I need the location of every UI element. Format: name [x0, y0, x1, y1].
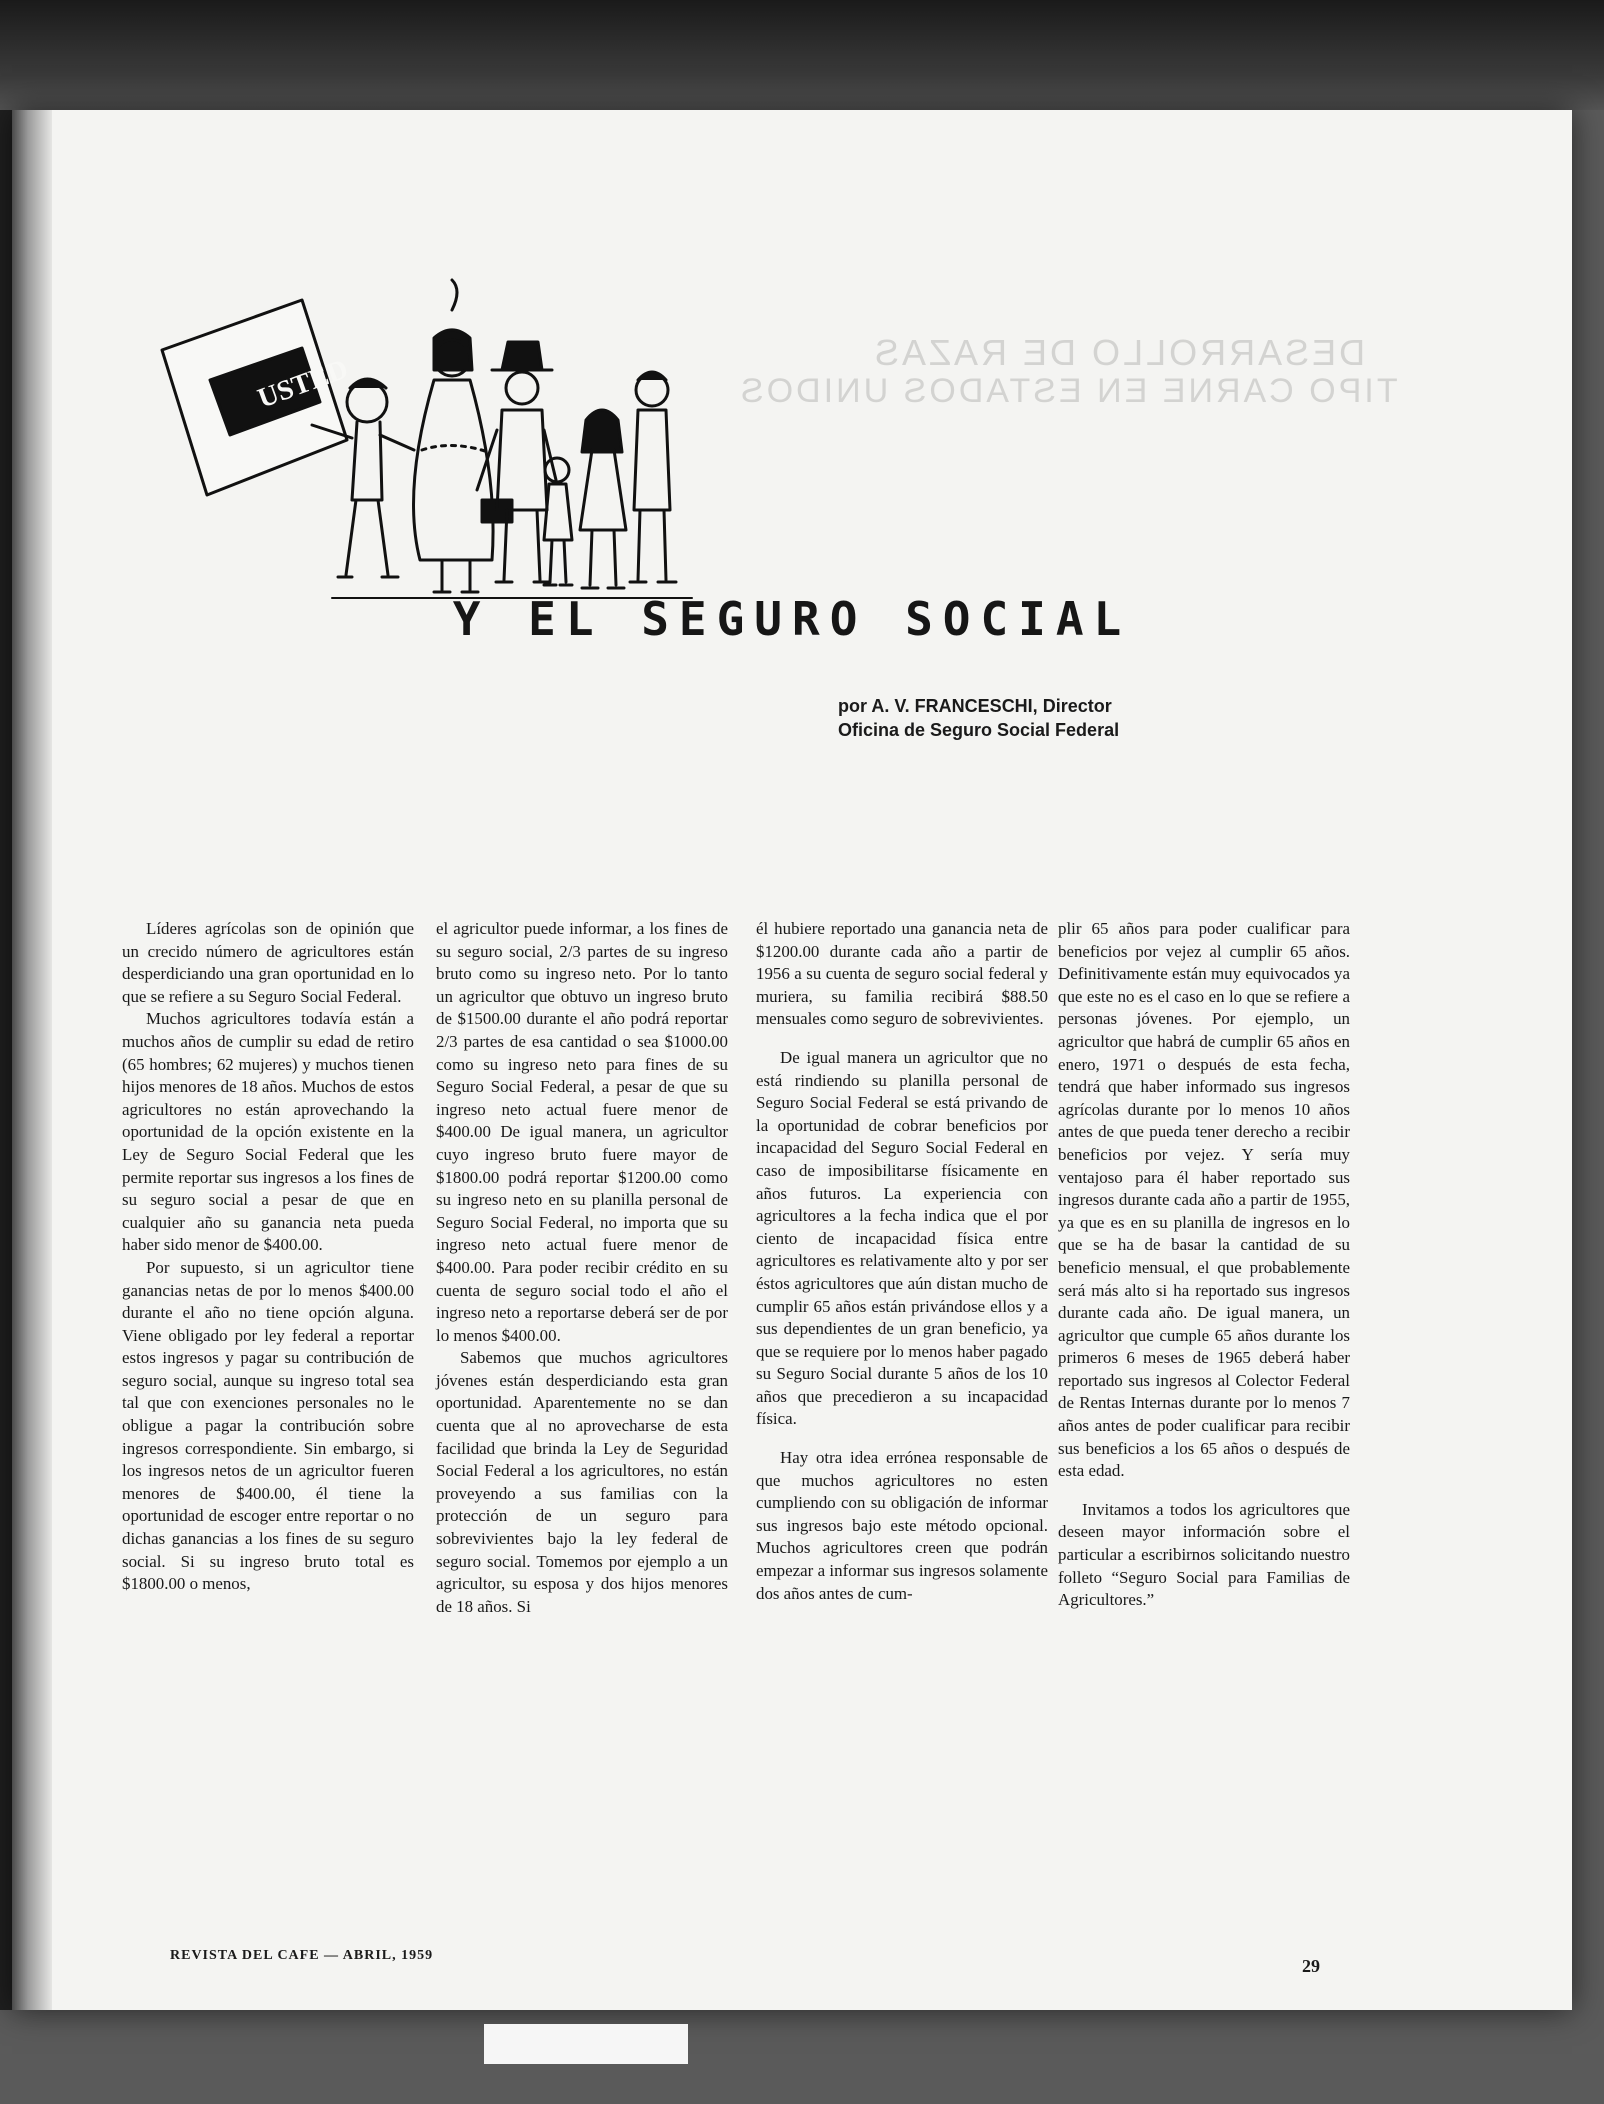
page-number: 29	[1302, 1956, 1320, 1976]
binding-gutter-shadow	[12, 110, 52, 2010]
paragraph: Sabemos que muchos agricultores jóvenes están desperdiciando esta gran oportunidad. Aparentemente no se dan cuenta que al no aprovecharse de esta facilidad que brinda la Ley de Seguridad Social Federal a los agricultores, no están proveyendo a sus familias con la protección de un seguro para sobrevivientes bajo la ley federal de seguro social. Tomemos por ejemplo a un agricultor, su esposa y dos hijos menores de 18 años. Si	[436, 1348, 728, 1616]
show-through-text-1: DESARROLLO DE RAZAS	[872, 332, 1366, 373]
illustration-sign-text: USTED	[253, 353, 353, 415]
scan-left-border	[0, 110, 12, 2010]
paragraph: él hubiere reportado una ganancia neta de $1200.00 durante cada año a partir de 1956 a su cuenta de seguro social federal y muriera, su familia recibirá $88.50 mensuales como seguro de sobrevivientes.	[756, 919, 1048, 1029]
paragraph: Líderes agrícolas son de opinión que un crecido número de agricultores están desperdiciando una gran oportunidad en lo que se refiere a su Seguro Social Federal.	[122, 919, 414, 1006]
article-column-2	[436, 918, 728, 1618]
byline	[838, 694, 1378, 742]
paragraph: Hay otra idea errónea responsable de que muchos agricultores no esten cumpliendo con su obligación de informar sus ingresos bajo este método opcional. Muchos agricultores creen que podrán empezar a informar sus ingresos solamente dos años antes de cum-	[756, 1448, 1048, 1603]
scan-label-patch	[484, 2024, 688, 2064]
cartoon-family-illustration	[152, 230, 712, 630]
byline-author: por A. V. FRANCESCHI, Director	[838, 696, 1112, 716]
show-through-text-2: TIPO CARNE EN ESTADOS UNIDOS	[738, 372, 1398, 410]
paragraph: el agricultor puede informar, a los fines de su seguro social, 2/3 partes de su ingreso bruto como su ingreso neto. Por lo tanto un agricultor que obtuvo un ingreso bruto de $1500.00 durante el año podrá reportar 2/3 partes de esa cantidad o sea $1000.00 como su ingreso neto para fines de su Seguro Social Federal, a pesar de que su ingreso neto actual fuere menor de $400.00 De igual manera, un agricultor cuyo ingreso bruto fuere mayor de $1800.00 podrá reportar $1200.00 como su ingreso neto en su planilla personal de Seguro Social Federal, no importa que su ingreso neto actual fuere menor de $400.00. Para poder recibir crédito en su cuenta de seguro social todo el año el ingreso neto a reportarse deberá ser de por lo menos $400.00.	[436, 919, 728, 1345]
paragraph: Muchos agricultores todavía están a muchos años de cumplir su edad de retiro (65 hombres; 62 mujeres) y muchos tienen hijos menores de 18 años. Muchos de estos agricultores no están aprovechando la oportunidad de la opción existente en la Ley de Seguro Social Federal que les permite reportar sus ingresos a los fines de su seguro social a pesar de que en cualquier año su ganancia neta pueda haber sido menor de $400.00.	[122, 1009, 414, 1255]
magazine-page	[12, 110, 1572, 2010]
paragraph: Por supuesto, si un agricultor tiene ganancias netas de por lo menos $400.00 durante el año no tiene opción alguna. Viene obligado por ley federal a reportar estos ingresos y pagar su contribución de seguro social, aunque su ingreso total sea tal que con exenciones personales no le obligue a pagar la contribución sobre ingresos correspondiente. Sin embargo, si los ingresos netos de un agricultor fueren menores de $400.00, él tiene la oportunidad de escoger entre reportar o no dichas ganancias a los fines de su seguro social. Si su ingreso bruto total es $1800.00 o menos,	[122, 1257, 414, 1594]
article-title: Y EL SEGURO SOCIAL	[452, 592, 1132, 646]
scan-dark-border	[0, 0, 1604, 110]
byline-office: Oficina de Seguro Social Federal	[838, 720, 1120, 740]
paragraph: Invitamos a todos los agricultores que deseen mayor información sobre el particular a escribirnos solicitando nuestro folleto “Seguro Social para Familias de Agricultores.”	[1058, 1499, 1350, 1610]
article-column-3	[756, 918, 1048, 1605]
article-column-1	[122, 918, 414, 1596]
article-column-4	[1058, 918, 1350, 1612]
paragraph: plir 65 años para poder cualificar para beneficios por vejez al cumplir 65 años. Definitivamente están muy equivocados ya que este no es el caso en lo que se refiere a personas jóvenes. Por ejemplo, un agricultor que habrá de cumplir 65 años en enero, 1971 o después de esta fecha, tendrá que haber informado sus ingresos agrícolas durante por lo menos 10 años antes de que pueda tener derecho a recibir beneficios por vejez. Y sería muy ventajoso para él haber reportado sus ingresos durante cada año a partir de 1955, ya que es en su planilla de ingresos en lo que se ha de basar la cantidad de su beneficio mensual, el que probablemente será más alto si ha reportado sus ingresos durante cada año. De igual manera, un agricultor que cumple 65 años durante los primeros 6 meses de 1965 deberá haber reportado sus ingresos al Colector Federal de Rentas Internas durante por lo menos 7 años antes de poder cualificar para recibir sus beneficios a los 65 años o después de esta edad.	[1058, 919, 1350, 1481]
publication-footer: REVISTA DEL CAFE — ABRIL, 1959	[170, 1948, 434, 1963]
paragraph: De igual manera un agricultor que no está rindiendo su planilla personal de Seguro Social Federal se está privando de la oportunidad de cobrar beneficios por incapacidad del Seguro Social Federal en caso de imposibilitarse físicamente en años futuros. La experiencia con agricultores a la fecha indica que el por ciento de incapacidad física entre agricultores es relativamente alto y por ser éstos agricultores que aún distan mucho de cumplir 65 años están privándose ellos y a sus dependientes de un gran beneficio, ya que se requiere por lo menos haber pagado su Seguro Social durante 5 años de los 10 años que precedieron a su incapacidad física.	[756, 1047, 1048, 1429]
